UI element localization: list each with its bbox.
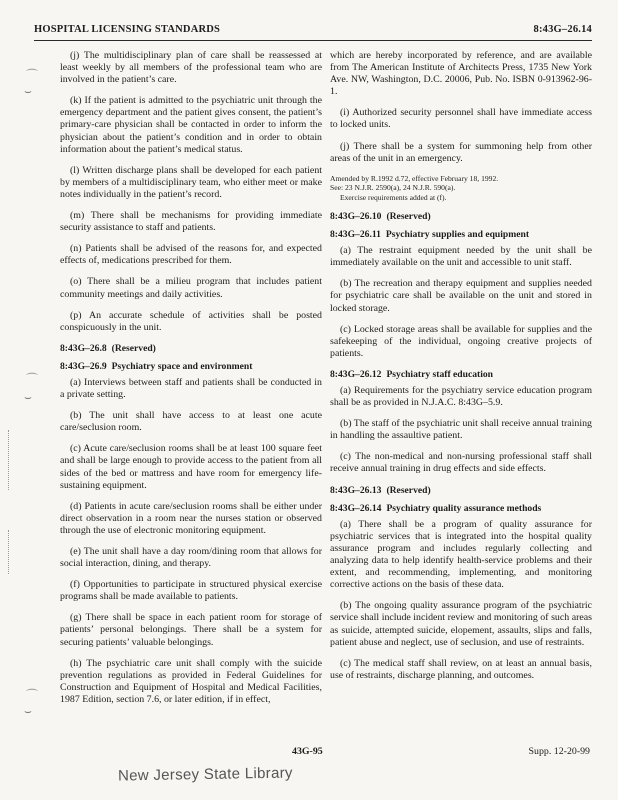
paragraph: (l) Written discharge plans shall be developed for each patient by members of a multidisciplinary team, who either meet or make notes individually in the patient’s record. <box>60 164 322 200</box>
margin-mark-icon: ⌒ <box>26 68 39 82</box>
margin-scan-line <box>8 430 9 490</box>
margin-mark-icon: ⌒ <box>26 372 39 386</box>
paragraph: (j) The multidisciplinary plan of care shall be reassessed at least weekly by all members of the professional team who are involved in the patient’s care. <box>60 50 322 86</box>
margin-scan-line <box>8 530 9 574</box>
section-heading <box>330 211 592 223</box>
header-section-ref: 8:43G–26.14 <box>533 24 592 35</box>
paragraph: (a) There shall be a program of quality assurance for psychiatric services that is integrated into the hospital quality assurance program and includes regularly collecting and analyzing data to help identify health-service problems and their extent, and recommending, implementing, and monitoring corrective actions on the basis of these data. <box>330 518 592 591</box>
paragraph: (k) If the patient is admitted to the psychiatric unit through the emergency department and the patient gives consent, the patient’s primary-care physician shall be contacted in order to inform the physician about the patient’s condition and in order to obtain information about the patient’s medical status. <box>60 95 322 155</box>
section-number: 8:43G–26.13 <box>330 484 382 496</box>
header-title: HOSPITAL LICENSING STANDARDS <box>34 24 221 35</box>
amendment-line: See: 23 N.J.R. 2590(a), 24 N.J.R. 590(a). <box>330 183 456 193</box>
section-heading <box>60 361 322 373</box>
section-title: (Reserved) <box>386 210 431 222</box>
paragraph: (n) Patients shall be advised of the reasons for, and expected effects of, medications prescribed for them. <box>60 243 322 267</box>
section-heading <box>330 229 592 241</box>
amendment-line: Exercise requirements added at (f). <box>340 192 447 202</box>
paragraph: (a) Interviews between staff and patients shall be conducted in a private setting. <box>60 376 322 401</box>
paragraph: (e) The unit shall have a day room/dining room that allows for social interaction, dining, and therapy. <box>60 546 322 570</box>
paragraph: (o) There shall be a milieu program that includes patient community meetings and daily activities. <box>60 276 322 300</box>
section-title: (Reserved) <box>386 484 431 496</box>
left-column <box>60 50 322 715</box>
section-number: 8:43G–26.12 <box>330 368 382 380</box>
section-number: 8:43G–26.11 <box>330 229 381 241</box>
running-header <box>34 24 592 40</box>
section-heading <box>330 503 592 515</box>
margin-mark-icon: ⌒ <box>26 688 39 702</box>
section-heading <box>330 369 592 381</box>
page-number: 43G-95 <box>292 746 323 757</box>
margin-mark-icon: ⌣ <box>24 84 32 98</box>
amendment-note <box>330 174 592 202</box>
paragraph: (a) The restraint equipment needed by the unit shall be immediately available on the unit and accessible to unit staff. <box>330 245 592 269</box>
supplement-date: Supp. 12-20-99 <box>528 746 590 757</box>
paragraph: (b) The unit shall have access to at least one acute care/seclusion room. <box>60 410 322 434</box>
paragraph: (c) Locked storage areas shall be available for supplies and the safekeeping of the individual, ongoing creative projects of patients. <box>330 323 592 359</box>
paragraph: (i) Authorized security personnel shall have immediate access to locked units. <box>330 107 592 131</box>
library-stamp: New Jersey State Library <box>117 764 293 785</box>
section-number: 8:43G–26.8 <box>60 342 107 354</box>
paragraph: (d) Patients in acute care/seclusion rooms shall be either under direct observation in a room near the nurses station or observed through the use of electronic monitoring equipment. <box>60 500 322 536</box>
paragraph: (p) An accurate schedule of activities shall be posted conspicuously in the unit. <box>60 309 322 333</box>
right-column <box>330 50 592 691</box>
header-rule <box>34 40 592 41</box>
paragraph: (b) The recreation and therapy equipment and supplies needed for psychiatric care shall be available on the unit and stored in locked storage. <box>330 278 592 314</box>
section-title: Psychiatry supplies and equipment <box>385 229 530 241</box>
paragraph: (f) Opportunities to participate in structured physical exercise programs shall be made available to patients. <box>60 579 322 603</box>
paragraph: which are hereby incorporated by reference, and are available from The American Institute of Architects Press, 1735 New York Ave. NW, Washington, D.C. 20006, Pub. No. ISBN 0-913962-96-1. <box>330 50 592 98</box>
paragraph: (j) There shall be a system for summoning help from other areas of the unit in an emergency. <box>330 140 592 164</box>
section-number: 8:43G–26.14 <box>330 502 382 514</box>
paragraph: (b) The ongoing quality assurance program of the psychiatric service shall include incident review and monitoring of such areas as suicide, attempted suicide, elopement, assaults, slips and falls, patient abuse and neglect, use of seclusion, and use of restraints. <box>330 600 592 648</box>
section-number: 8:43G–26.9 <box>60 360 107 372</box>
paragraph: (g) There shall be space in each patient room for storage of patients’ personal belongings. There shall be a system for securing patients’ valuable belongings. <box>60 612 322 648</box>
paragraph: (a) Requirements for the psychiatry service education program shall be as provided in N.J.A.C. 8:43G–5.9. <box>330 385 592 409</box>
amendment-line: Amended by R.1992 d.72, effective February 18, 1992. <box>330 173 499 183</box>
section-number: 8:43G–26.10 <box>330 210 382 222</box>
section-title: Psychiatry quality assurance methods <box>386 502 542 514</box>
section-title: Psychiatry staff education <box>386 368 494 380</box>
section-heading <box>60 343 322 355</box>
paragraph: (m) There shall be mechanisms for providing immediate security assistance to staff and patients. <box>60 210 322 234</box>
margin-mark-icon: ⌣ <box>24 704 32 718</box>
section-title: Psychiatry space and environment <box>111 360 253 372</box>
section-title: (Reserved) <box>111 342 156 354</box>
paragraph: (b) The staff of the psychiatric unit shall receive annual training in handling the assaultive patient. <box>330 418 592 442</box>
paragraph: (c) Acute care/seclusion rooms shall be at least 100 square feet and shall be large enough to provide access to the patient from all sides of the bed or mattress and have room for emergency life-sustaining equipment. <box>60 443 322 491</box>
paragraph: (h) The psychiatric care unit shall comply with the suicide prevention regulations as provided in Federal Guidelines for Construction and Equipment of Hospital and Medical Facilities, 1987 Edition, section 7.6, or later edition, if in effect, <box>60 657 322 705</box>
section-heading <box>330 485 592 497</box>
margin-mark-icon: ⌣ <box>24 390 32 404</box>
paragraph: (c) The non-medical and non-nursing professional staff shall receive annual training in drug effects and side effects. <box>330 451 592 475</box>
paragraph: (c) The medical staff shall review, on at least an annual basis, use of restraints, discharge planning, and outcomes. <box>330 657 592 681</box>
